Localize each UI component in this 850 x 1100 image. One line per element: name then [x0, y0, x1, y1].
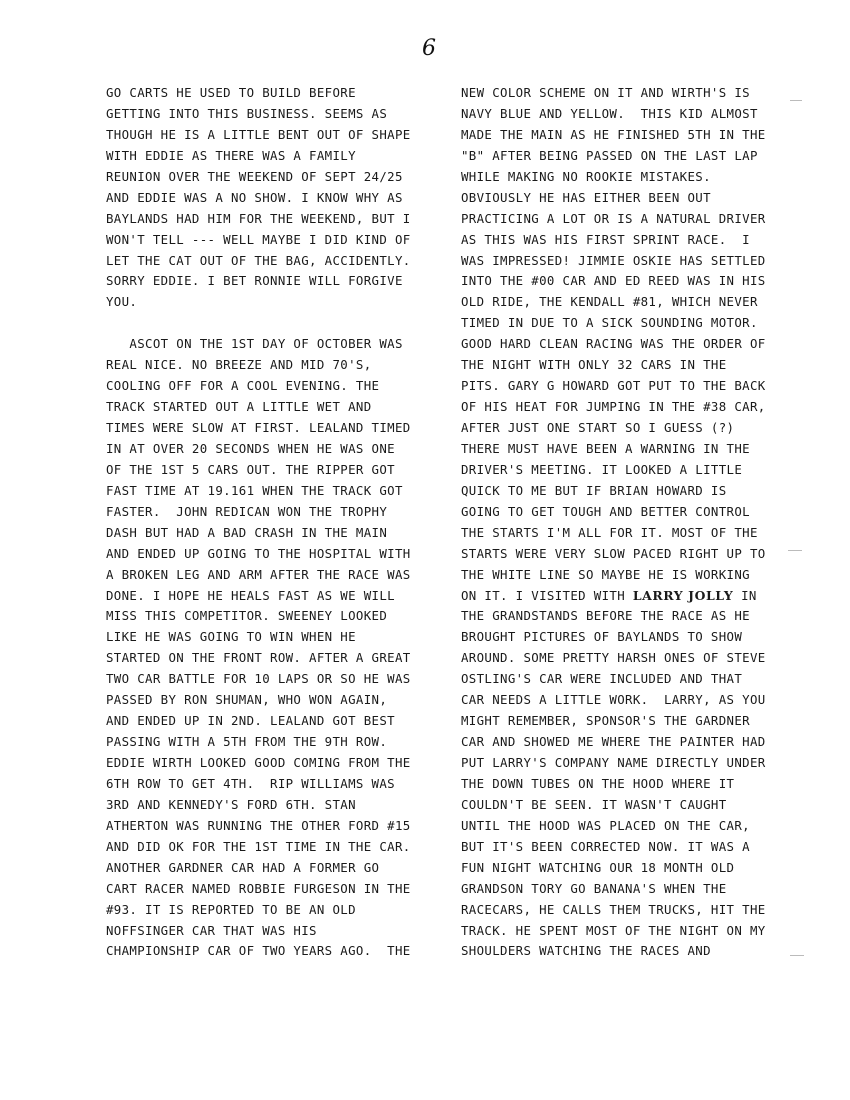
text-line	[106, 397, 426, 418]
text-line	[461, 711, 781, 732]
text-line-content: GOING TO GET TOUGH AND BETTER CONTROL	[461, 503, 750, 519]
text-line	[461, 292, 781, 313]
text-line	[106, 900, 426, 921]
text-line-content: AND EDDIE WAS A NO SHOW. I KNOW WHY AS	[106, 189, 403, 205]
text-line-content: PRACTICING A LOT OR IS A NATURAL DRIVER	[461, 210, 766, 226]
text-line	[106, 251, 426, 272]
text-line	[461, 418, 781, 439]
text-line	[106, 167, 426, 188]
text-line-content: WAS IMPRESSED! JIMMIE OSKIE HAS SETTLED	[461, 252, 766, 268]
text-line	[461, 146, 781, 167]
text-line	[461, 481, 781, 502]
text-line-content: PASSED BY RON SHUMAN, WHO WON AGAIN,	[106, 692, 388, 708]
text-line	[461, 230, 781, 251]
scan-mark	[790, 955, 804, 956]
text-line	[461, 941, 781, 962]
text-line-content: FAST TIME AT 19.161 WHEN THE TRACK GOT	[106, 482, 403, 498]
text-line-content: AND DID OK FOR THE 1ST TIME IN THE CAR.	[106, 838, 411, 854]
text-line-content: 3RD AND KENNEDY'S FORD 6TH. STAN	[106, 796, 356, 812]
text-line	[106, 627, 426, 648]
text-line	[461, 313, 781, 334]
text-line	[461, 627, 781, 648]
text-line-content: LET THE CAT OUT OF THE BAG, ACCIDENTLY.	[106, 252, 411, 268]
text-line	[461, 648, 781, 669]
text-line	[106, 565, 426, 586]
text-line	[106, 209, 426, 230]
text-line	[461, 125, 781, 146]
text-line	[106, 355, 426, 376]
text-line-content: THE GRANDSTANDS BEFORE THE RACE AS HE	[461, 608, 750, 624]
text-line	[106, 418, 426, 439]
text-line	[106, 104, 426, 125]
text-line-content: ASCOT ON THE 1ST DAY OF OCTOBER WAS	[106, 336, 403, 352]
text-line-content: AROUND. SOME PRETTY HARSH ONES OF STEVE	[461, 650, 766, 666]
text-line	[106, 439, 426, 460]
text-line	[106, 460, 426, 481]
text-line-content: 6TH ROW TO GET 4TH. RIP WILLIAMS WAS	[106, 775, 395, 791]
text-line-content: OLD RIDE, THE KENDALL #81, WHICH NEVER	[461, 294, 758, 310]
text-line-content: LIKE HE WAS GOING TO WIN WHEN HE	[106, 629, 356, 645]
text-line-content: FASTER. JOHN REDICAN WON THE TROPHY	[106, 503, 388, 519]
text-line-content: WON'T TELL --- WELL MAYBE I DID KIND OF	[106, 231, 411, 247]
text-line-content: GO CARTS HE USED TO BUILD BEFORE	[106, 85, 356, 100]
bold-name: LARRY JOLLY	[632, 587, 734, 603]
text-line	[461, 837, 781, 858]
left-column	[106, 83, 426, 962]
text-line-content: OF HIS HEAT FOR JUMPING IN THE #38 CAR,	[461, 399, 766, 415]
text-line-content: NEW COLOR SCHEME ON IT AND WIRTH'S IS	[461, 85, 750, 100]
text-line	[106, 858, 426, 879]
text-line-content: PITS. GARY G HOWARD GOT PUT TO THE BACK	[461, 378, 766, 394]
text-line-content: RACECARS, HE CALLS THEM TRUCKS, HIT THE	[461, 901, 766, 917]
text-line	[461, 774, 781, 795]
text-line	[106, 732, 426, 753]
text-line	[106, 753, 426, 774]
text-line-content: AFTER JUST ONE START SO I GUESS (?)	[461, 420, 735, 435]
text-line	[461, 879, 781, 900]
text-line-content: THE WHITE LINE SO MAYBE HE IS WORKING	[461, 566, 750, 582]
text-line	[106, 648, 426, 669]
text-line	[461, 502, 781, 523]
text-line-content: BUT IT'S BEEN CORRECTED NOW. IT WAS A	[461, 838, 750, 854]
text-line	[461, 753, 781, 774]
text-line-content: REUNION OVER THE WEEKEND OF SEPT 24/25	[106, 168, 403, 184]
text-line-content: THE NIGHT WITH ONLY 32 CARS IN THE	[461, 357, 727, 373]
text-line-content: NAVY BLUE AND YELLOW. THIS KID ALMOST	[461, 105, 758, 121]
text-line	[106, 586, 426, 607]
text-line	[106, 334, 426, 355]
text-line-content: BROUGHT PICTURES OF BAYLANDS TO SHOW	[461, 629, 743, 645]
text-line	[461, 460, 781, 481]
text-line-content: WHILE MAKING NO ROOKIE MISTAKES.	[461, 168, 711, 184]
text-line	[106, 774, 426, 795]
text-line	[106, 502, 426, 523]
text-line	[106, 879, 426, 900]
text-line-content: INTO THE #00 CAR AND ED REED WAS IN HIS	[461, 273, 766, 289]
text-line-content: #93. IT IS REPORTED TO BE AN OLD	[106, 901, 356, 917]
text-line-content: TRACK. HE SPENT MOST OF THE NIGHT ON MY	[461, 922, 766, 938]
text-line	[106, 230, 426, 251]
text-line-content: GOOD HARD CLEAN RACING WAS THE ORDER OF	[461, 336, 766, 352]
text-line-content: CAR NEEDS A LITTLE WORK. LARRY, AS YOU	[461, 692, 766, 708]
text-line-content: COULDN'T BE SEEN. IT WASN'T CAUGHT	[461, 796, 727, 812]
text-line-content: MISS THIS COMPETITOR. SWEENEY LOOKED	[106, 608, 388, 624]
scan-mark	[790, 100, 802, 101]
text-line	[461, 439, 781, 460]
text-line	[461, 251, 781, 272]
text-line	[106, 376, 426, 397]
text-line	[106, 313, 426, 334]
text-line-content: FUN NIGHT WATCHING OUR 18 MONTH OLD	[461, 859, 735, 875]
text-line-content: ANOTHER GARDNER CAR HAD A FORMER GO	[106, 859, 380, 875]
text-line-content: TIMED IN DUE TO A SICK SOUNDING MOTOR.	[461, 315, 758, 331]
text-line-content: OSTLING'S CAR WERE INCLUDED AND THAT	[461, 671, 743, 687]
text-line	[461, 544, 781, 565]
text-line-content: DASH BUT HAD A BAD CRASH IN THE MAIN	[106, 524, 388, 540]
text-line	[461, 900, 781, 921]
text-line	[461, 334, 781, 355]
text-line-content: AND ENDED UP GOING TO THE HOSPITAL WITH	[106, 545, 411, 561]
text-line	[106, 606, 426, 627]
text-line-content: DONE. I HOPE HE HEALS FAST AS WE WILL	[106, 587, 395, 603]
text-line-content: QUICK TO ME BUT IF BRIAN HOWARD IS	[461, 482, 727, 498]
text-line	[461, 858, 781, 879]
text-line	[106, 481, 426, 502]
text-line-content: ON IT. I VISITED WITH	[461, 587, 633, 603]
text-line	[106, 292, 426, 313]
text-line-content: UNTIL THE HOOD WAS PLACED ON THE CAR,	[461, 817, 750, 833]
text-line	[461, 376, 781, 397]
text-line-content: OBVIOUSLY HE HAS EITHER BEEN OUT	[461, 189, 711, 205]
text-line-content: PUT LARRY'S COMPANY NAME DIRECTLY UNDER	[461, 755, 766, 770]
text-line	[461, 355, 781, 376]
text-line-content: REAL NICE. NO BREEZE AND MID 70'S,	[106, 357, 372, 373]
text-line-content: A BROKEN LEG AND ARM AFTER THE RACE WAS	[106, 566, 411, 582]
scan-mark	[788, 550, 802, 551]
text-line-content: IN AT OVER 20 SECONDS WHEN HE WAS ONE	[106, 440, 395, 456]
text-line	[106, 816, 426, 837]
text-line	[106, 690, 426, 711]
text-line	[106, 188, 426, 209]
text-line-content: "B" AFTER BEING PASSED ON THE LAST LAP	[461, 147, 758, 163]
text-line-content: TIMES WERE SLOW AT FIRST. LEALAND TIMED	[106, 420, 411, 435]
text-line	[106, 669, 426, 690]
text-line-content: TWO CAR BATTLE FOR 10 LAPS OR SO HE WAS	[106, 671, 411, 687]
text-line	[106, 125, 426, 146]
text-line	[461, 795, 781, 816]
text-line	[461, 921, 781, 942]
text-line-content: GRANDSON TORY GO BANANA'S WHEN THE	[461, 880, 727, 896]
text-line-content: CHAMPIONSHIP CAR OF TWO YEARS AGO. THE	[106, 943, 411, 959]
text-line-content: AND ENDED UP IN 2ND. LEALAND GOT BEST	[106, 713, 395, 729]
text-line	[461, 565, 781, 586]
text-line	[106, 921, 426, 942]
text-line	[461, 167, 781, 188]
text-line	[461, 816, 781, 837]
text-line-content: ATHERTON WAS RUNNING THE OTHER FORD #15	[106, 817, 411, 833]
text-line-content: SHOULDERS WATCHING THE RACES AND	[461, 943, 711, 959]
text-line-content: COOLING OFF FOR A COOL EVENING. THE	[106, 378, 380, 394]
text-line-content: THE STARTS I'M ALL FOR IT. MOST OF THE	[461, 524, 758, 540]
text-line-content: GETTING INTO THIS BUSINESS. SEEMS AS	[106, 105, 388, 121]
text-line-content: TRACK STARTED OUT A LITTLE WET AND	[106, 399, 372, 415]
text-line	[461, 83, 781, 104]
text-line	[461, 188, 781, 209]
text-line	[461, 732, 781, 753]
text-line	[461, 690, 781, 711]
text-line	[461, 523, 781, 544]
text-line-content: THOUGH HE IS A LITTLE BENT OUT OF SHAPE	[106, 126, 411, 142]
text-line-content: WITH EDDIE AS THERE WAS A FAMILY	[106, 147, 356, 163]
text-line	[461, 271, 781, 292]
page-number: 6	[422, 36, 436, 61]
text-line-content: EDDIE WIRTH LOOKED GOOD COMING FROM THE	[106, 755, 411, 770]
text-line	[106, 837, 426, 858]
text-line	[106, 271, 426, 292]
text-line-content: THE DOWN TUBES ON THE HOOD WHERE IT	[461, 775, 735, 791]
text-line	[461, 397, 781, 418]
text-line	[461, 209, 781, 230]
text-line-content: STARTS WERE VERY SLOW PACED RIGHT UP TO	[461, 545, 766, 561]
text-line	[106, 146, 426, 167]
right-column	[461, 83, 781, 962]
text-line	[106, 795, 426, 816]
text-line	[106, 941, 426, 962]
text-line-content: DRIVER'S MEETING. IT LOOKED A LITTLE	[461, 461, 743, 477]
text-line-content: THERE MUST HAVE BEEN A WARNING IN THE	[461, 440, 750, 456]
text-line-content: CAR AND SHOWED ME WHERE THE PAINTER HAD	[461, 734, 766, 750]
text-line-content: MADE THE MAIN AS HE FINISHED 5TH IN THE	[461, 126, 766, 142]
text-line-content: MIGHT REMEMBER, SPONSOR'S THE GARDNER	[461, 713, 750, 729]
text-line-content: NOFFSINGER CAR THAT WAS HIS	[106, 922, 317, 938]
text-line-content: AS THIS WAS HIS FIRST SPRINT RACE. I	[461, 231, 750, 247]
text-line-content: YOU.	[106, 294, 138, 310]
text-line	[461, 104, 781, 125]
text-line-content: STARTED ON THE FRONT ROW. AFTER A GREAT	[106, 650, 411, 666]
text-line-content: OF THE 1ST 5 CARS OUT. THE RIPPER GOT	[106, 461, 395, 477]
text-line	[461, 586, 781, 607]
text-line-tail: IN	[733, 587, 757, 603]
text-line	[461, 606, 781, 627]
text-line	[106, 544, 426, 565]
text-line-content: BAYLANDS HAD HIM FOR THE WEEKEND, BUT I	[106, 210, 411, 226]
text-line	[106, 83, 426, 104]
text-line	[106, 523, 426, 544]
text-line-content: CART RACER NAMED ROBBIE FURGESON IN THE	[106, 880, 411, 896]
text-line	[461, 669, 781, 690]
text-line-content: SORRY EDDIE. I BET RONNIE WILL FORGIVE	[106, 273, 403, 289]
text-line-content: PASSING WITH A 5TH FROM THE 9TH ROW.	[106, 734, 388, 750]
text-line	[106, 711, 426, 732]
